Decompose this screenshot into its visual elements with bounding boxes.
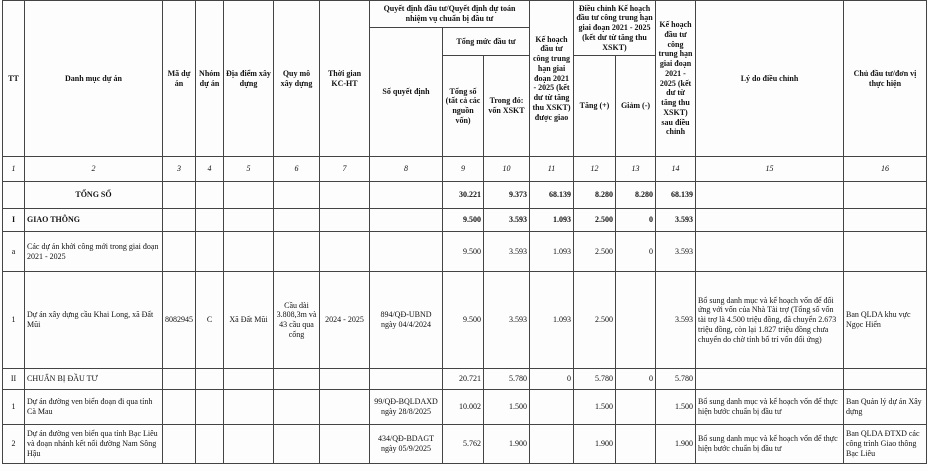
row-tong-so: 10.002 [443,390,484,425]
row-so-qd: 894/QĐ-UBND ngày 04/4/2024 [370,272,443,369]
row-xskt: 1.900 [484,425,530,464]
row-label: Dự án đường ven biển đoạn đi qua tỉnh Cà Mau [25,390,163,425]
row-label: Các dự án khởi công mới trong giai đoạn 2021 - 2025 [25,232,163,272]
header-ke-hoach-sau: Kế hoạch đầu tư công trung hạn giai đoạn 2021 - 2025 (kết dư từ tăng thu XSKT) sau điều chỉnh [656,1,696,157]
row-ly-do: Bổ sung danh mục và kế hoạch vốn để đối ứng với vốn của Nhà Tài trợ (Tổng số vốn tài trợ là 4.500 triệu đồng, đã chuyển 2.673 triệu đồng, còn lại 1.827 triệu đồng chưa chuyển do chờ tỉnh bố trí vốn đối ứng) [696,272,844,369]
row-kh-giao: 1.093 [530,232,574,272]
header-chu-dau-tu: Chủ đầu tư/đơn vị thực hiện [844,1,927,157]
table-row-project-cau-khai-long [3,272,927,369]
col-index: 12 [574,157,616,182]
row-label: Dự án xây dựng cầu Khai Long, xã Đất Mũi [25,272,163,369]
row-xskt: 5.780 [484,369,530,390]
header-danh-muc: Danh mục dự án [25,1,163,157]
total-tang: 8.280 [574,182,616,209]
row-tang: 1.900 [574,425,616,464]
table-row-subsection-khoi-cong-moi [3,232,927,272]
row-so-qd: 434/QĐ-BDAGT ngày 05/9/2025 [370,425,443,464]
col-index: 10 [484,157,530,182]
header-tong-muc: Tổng mức đầu tư [443,28,530,56]
total-kh-sau: 68.139 [656,182,696,209]
row-kh-sau: 3.593 [656,232,696,272]
row-tang: 1.500 [574,390,616,425]
col-index: 16 [844,157,927,182]
row-ly-do: Bổ sung danh mục và kế hoạch vốn để thực hiện bước chuẩn bị đầu tư [696,390,844,425]
header-quy-mo: Quy mô xây dựng [274,1,320,157]
row-dia-diem: Xã Đất Mũi [224,272,274,369]
row-kh-sau: 1.900 [656,425,696,464]
table-row-project-duong-ven-bien-ca-mau [3,390,927,425]
col-index: 5 [224,157,274,182]
row-label: GIAO THÔNG [25,209,163,232]
row-tt: 1 [3,390,25,425]
row-giam: 0 [616,369,656,390]
row-tt: a [3,232,25,272]
col-index: 2 [25,157,163,182]
header-row-1 [3,1,927,28]
row-tong-so: 9.500 [443,272,484,369]
col-index: 11 [530,157,574,182]
header-nhom-du-an: Nhóm dự án [196,1,224,157]
row-kh-sau: 1.500 [656,390,696,425]
row-chu-dau-tu: Ban QLDA khu vực Ngọc Hiển [844,272,927,369]
total-label: TỔNG SỐ [25,182,163,209]
row-tong-so: 9.500 [443,232,484,272]
row-tong-so: 20.721 [443,369,484,390]
total-kh-giao: 68.139 [530,182,574,209]
row-xskt: 3.593 [484,272,530,369]
header-tt: TT [3,1,25,157]
col-index: 8 [370,157,443,182]
header-tang: Tăng (+) [574,56,616,157]
row-tong-so: 5.762 [443,425,484,464]
table-row-section-chuan-bi-dau-tu [3,369,927,390]
row-ly-do: Bổ sung danh mục và kế hoạch vốn để thực hiện bước chuẩn bị đầu tư [696,425,844,464]
row-xskt: 3.593 [484,209,530,232]
header-dieu-chinh: Điều chỉnh Kế hoạch đầu tư công trung hạn giai đoạn 2021 - 2025 (kết dư từ tăng thu XSKT) [574,1,656,56]
header-tong-so: Tổng số (tất cả các nguồn vốn) [443,56,484,157]
total-giam: 8.280 [616,182,656,209]
col-index: 9 [443,157,484,182]
col-index: 1 [3,157,25,182]
col-index: 13 [616,157,656,182]
row-tang: 5.780 [574,369,616,390]
header-dia-diem: Địa điểm xây dựng [224,1,274,157]
row-ma-du-an: 8082945 [163,272,196,369]
row-chu-dau-tu: Ban Quản lý dự án Xây dựng [844,390,927,425]
row-kh-giao: 0 [530,369,574,390]
total-tong-so: 30.221 [443,182,484,209]
row-tang: 2.500 [574,272,616,369]
col-index: 15 [696,157,844,182]
row-giam: 0 [616,209,656,232]
table-row-total [3,182,927,209]
row-xskt: 1.500 [484,390,530,425]
row-kh-sau: 5.780 [656,369,696,390]
row-tt: 1 [3,272,25,369]
row-kh-sau: 3.593 [656,272,696,369]
row-tang: 2.500 [574,209,616,232]
row-kh-giao: 1.093 [530,209,574,232]
total-xskt: 9.373 [484,182,530,209]
header-ke-hoach-giao: Kế hoạch đầu tư công trung hạn giai đoạn 2021 - 2025 (kết dư từ tăng thu XSKT) được giao [530,1,574,157]
row-quy-mo: Cầu dài 3.808,3m và 43 cầu qua cống [274,272,320,369]
row-tong-so: 9.500 [443,209,484,232]
row-tt: I [3,209,25,232]
row-tt: 2 [3,425,25,464]
row-xskt: 3.593 [484,232,530,272]
row-nhom: C [196,272,224,369]
col-index: 7 [320,157,370,182]
header-ma-du-an: Mã dự án [163,1,196,157]
row-thoi-gian: 2024 - 2025 [320,272,370,369]
row-so-qd: 99/QĐ-BQLDAXD ngày 28/8/2025 [370,390,443,425]
row-label: Dự án đường ven biển qua tỉnh Bạc Liêu và đoạn nhánh kết nối đường Nam Sông Hậu [25,425,163,464]
row-giam: 0 [616,232,656,272]
header-qd-group: Quyết định đầu tư/Quyết định dự toán nhiệm vụ chuẩn bị đầu tư [370,1,530,28]
header-trong-do: Trong đó: vốn XSKT [484,56,530,157]
table-row-section-giao-thong [3,209,927,232]
column-index-row [3,157,927,182]
row-label: CHUẨN BỊ ĐẦU TƯ [25,369,163,390]
table-row-project-duong-ven-bien-bac-lieu [3,425,927,464]
header-thoi-gian: Thời gian KC-HT [320,1,370,157]
col-index: 6 [274,157,320,182]
col-index: 14 [656,157,696,182]
header-ly-do: Lý do điều chỉnh [696,1,844,157]
row-chu-dau-tu: Ban QLDA ĐTXD các công trình Giao thông Bạc Liêu [844,425,927,464]
col-index: 3 [163,157,196,182]
row-tang: 2.500 [574,232,616,272]
row-kh-sau: 3.593 [656,209,696,232]
row-tt: II [3,369,25,390]
row-kh-giao: 1.093 [530,272,574,369]
col-index: 4 [196,157,224,182]
investment-adjustment-table [2,0,927,464]
header-so-qd: Số quyết định [370,28,443,157]
header-giam: Giảm (-) [616,56,656,157]
row-giam [616,272,656,369]
